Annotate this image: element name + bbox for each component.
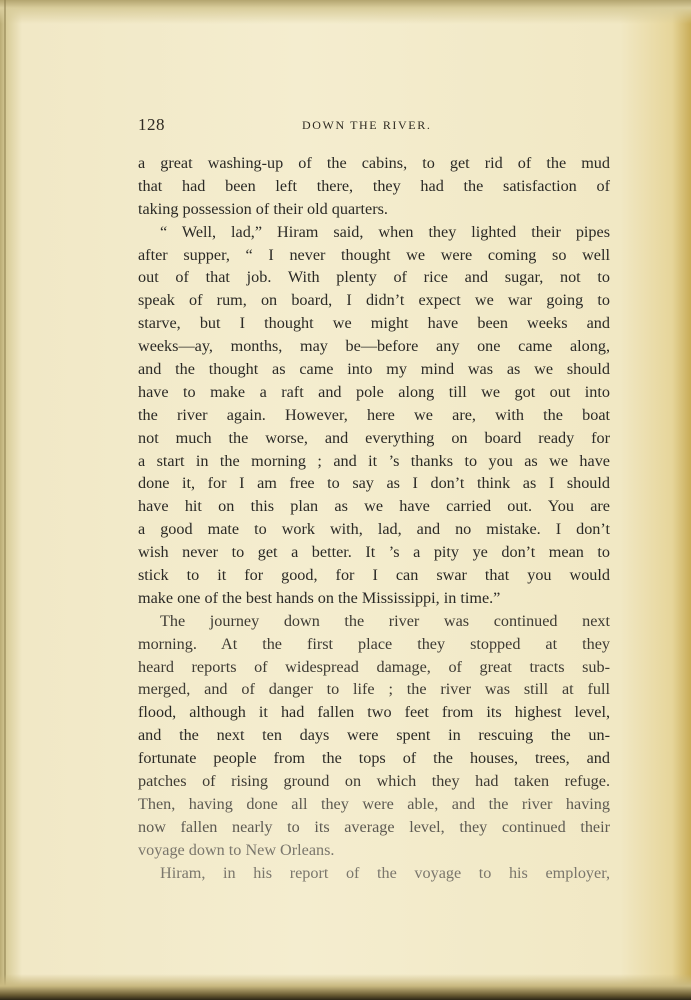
page-number: 128	[138, 115, 165, 134]
text-line: make one of the best hands on the Mississippi, in time.”	[138, 588, 501, 607]
text-line: morning. At the first place they stopped at they	[138, 634, 610, 653]
text-line: the river again. However, here we are, with the boat	[138, 405, 610, 424]
text-line: have hit on this plan as we have carried out. You are	[138, 497, 610, 516]
text-line: have to make a raft and pole along till we got out into	[138, 382, 610, 401]
text-line: weeks—ay, months, may be—before any one came along,	[138, 337, 610, 356]
text-line: Hiram, in his report of the voyage to his employer,	[160, 863, 610, 882]
text-line: voyage down to New Orleans.	[138, 840, 335, 859]
running-head-title: DOWN THE RIVER.	[302, 118, 432, 132]
running-head	[138, 115, 610, 137]
text-line: and the thought as came into my mind was as we should	[138, 360, 610, 379]
text-line: stick to it for good, for I can swar that you would	[138, 566, 610, 585]
text-line: a great washing-up of the cabins, to get rid of the mud	[138, 154, 610, 172]
text-line: now fallen nearly to its average level, they continued their	[138, 817, 610, 836]
text-line: out of that job. With plenty of rice and sugar, not to	[138, 268, 610, 287]
text-line: after supper, “ I never thought we were coming so well	[138, 245, 610, 264]
text-line: wish never to get a better. It ’s a pity ye don’t mean to	[138, 543, 610, 562]
text-line: done it, for I am free to say as I don’t think as I should	[138, 474, 610, 493]
body-text	[138, 152, 610, 885]
text-line: merged, and of danger to life ; the river was still at full	[138, 680, 610, 699]
text-line: patches of rising ground on which they had taken refuge.	[138, 772, 610, 791]
text-line: fortunate people from the tops of the houses, trees, and	[138, 749, 610, 768]
text-line: The journey down the river was continued next	[160, 611, 610, 630]
text-line: Then, having done all they were able, and the river having	[138, 794, 610, 813]
text-line: flood, although it had fallen two feet from its highest level,	[138, 703, 610, 722]
page-gutter	[4, 0, 6, 1000]
text-line: not much the worse, and everything on board ready for	[138, 428, 610, 447]
text-line: a start in the morning ; and it ’s thanks to you as we have	[138, 451, 610, 470]
text-line: taking possession of their old quarters.	[138, 199, 388, 218]
text-line: a good mate to work with, lad, and no mistake. I don’t	[138, 520, 610, 539]
text-line: that had been left there, they had the satisfaction of	[138, 176, 610, 195]
text-line: heard reports of widespread damage, of great tracts sub-	[138, 657, 610, 676]
text-line: and the next ten days were spent in rescuing the un-	[138, 726, 610, 745]
text-line: starve, but I thought we might have been weeks and	[138, 314, 610, 333]
text-line: speak of rum, on board, I didn’t expect we war going to	[138, 291, 610, 310]
text-line: “ Well, lad,” Hiram said, when they lighted their pipes	[160, 222, 610, 241]
